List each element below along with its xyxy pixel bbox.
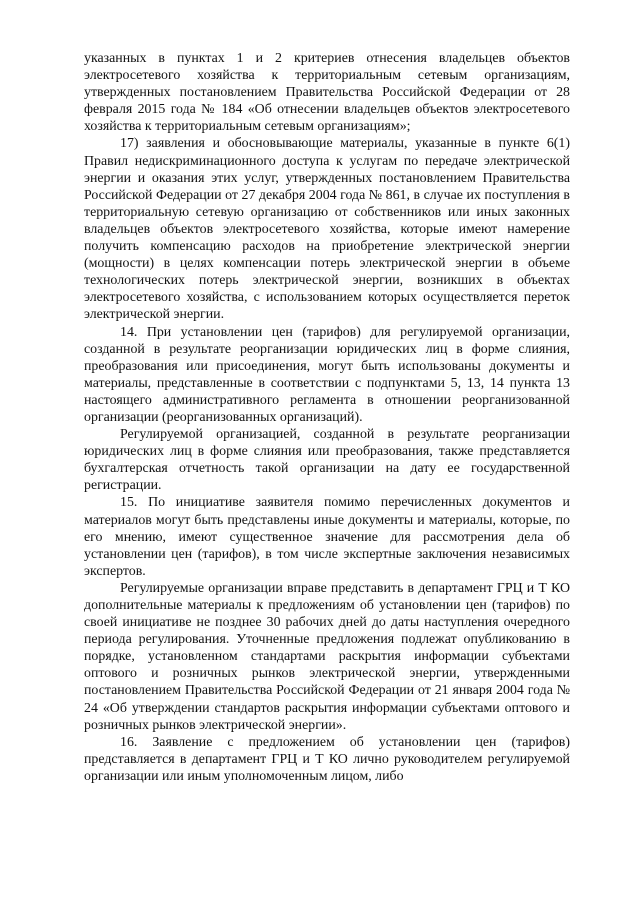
paragraph-item-17: 17) заявления и обосновывающие материалы, указанные в пункте 6(1) Правил недискриминационного доступа к услугам по передаче электрической энергии и оказания этих услуг, утвержденных постановлением Правительства Российской Федерации от 27 декабря 2004 года № 861, в случае их поступления в территориальную сетевую организацию от собственников или иных законных владельцев объектов электросетевого хозяйства, которые имеют намерение получить компенсацию расходов на приобретение электрической энергии (мощности) в целях компенсации потерь электрической энергии в объеме технологических потерь электрической энергии, возникших в объектах электросетевого хозяйства, с использованием которых осуществляется переток электрической энергии. [84,136,570,323]
paragraph-section-14: 14. При установлении цен (тарифов) для регулируемой организации, созданной в результате реорганизации юридических лиц в форме слияния, преобразования или присоединения, могут быть использованы документы и материалы, представленные в соответствии с подпунктами 5, 13, 14 пункта 13 настоящего административного регламента в отношении реорганизованной организации (реорганизованных организаций). [84,324,570,425]
paragraph-section-16: 16. Заявление с предложением об установлении цен (тарифов) представляется в департамент ГРЦ и Т КО лично руководителем регулируемой организации или иным уполномоченным лицом, либо [84,734,570,784]
paragraph-reorganized-organization: Регулируемой организацией, созданной в результате реорганизации юридических лиц в форме слияния или преобразования, также представляется бухгалтерская отчетность такой организации на дату ее государственной регистрации. [84,427,570,494]
paragraph-section-15: 15. По инициативе заявителя помимо перечисленных документов и материалов могут быть представлены иные документы и материалы, которые, по его мнению, имеют существенное значение для рассмотрения дела об установлении цен (тарифов), в том числе экспертные заключения независимых экспертов. [84,495,570,579]
paragraph-additional-materials: Регулируемые организации вправе представить в департамент ГРЦ и Т КО дополнительные материалы к предложениям об установлении цен (тарифов) по своей инициативе не позднее 30 рабочих дней до даты наступления очередного периода регулирования. Уточненные предложения подлежат опубликованию в порядке, установленном стандартами раскрытия информации субъектами оптового и розничных рынков электрической энергии, утвержденными постановлением Правительства Российской Федерации от 21 января 2004 года № 24 «Об утверждении стандартов раскрытия информации субъектами оптового и розничных рынков электрической энергии». [84,580,570,733]
paragraph-criteria-continuation: указанных в пунктах 1 и 2 критериев отнесения владельцев объектов электросетевого хозяйства к территориальным сетевым организациям, утвержденных постановлением Правительства Российской Федерации от 28 февраля 2015 года № 184 «Об отнесении владельцев объектов электросетевого хозяйства к территориальным сетевым организациям»; [84,51,570,135]
document-page [84,50,570,785]
